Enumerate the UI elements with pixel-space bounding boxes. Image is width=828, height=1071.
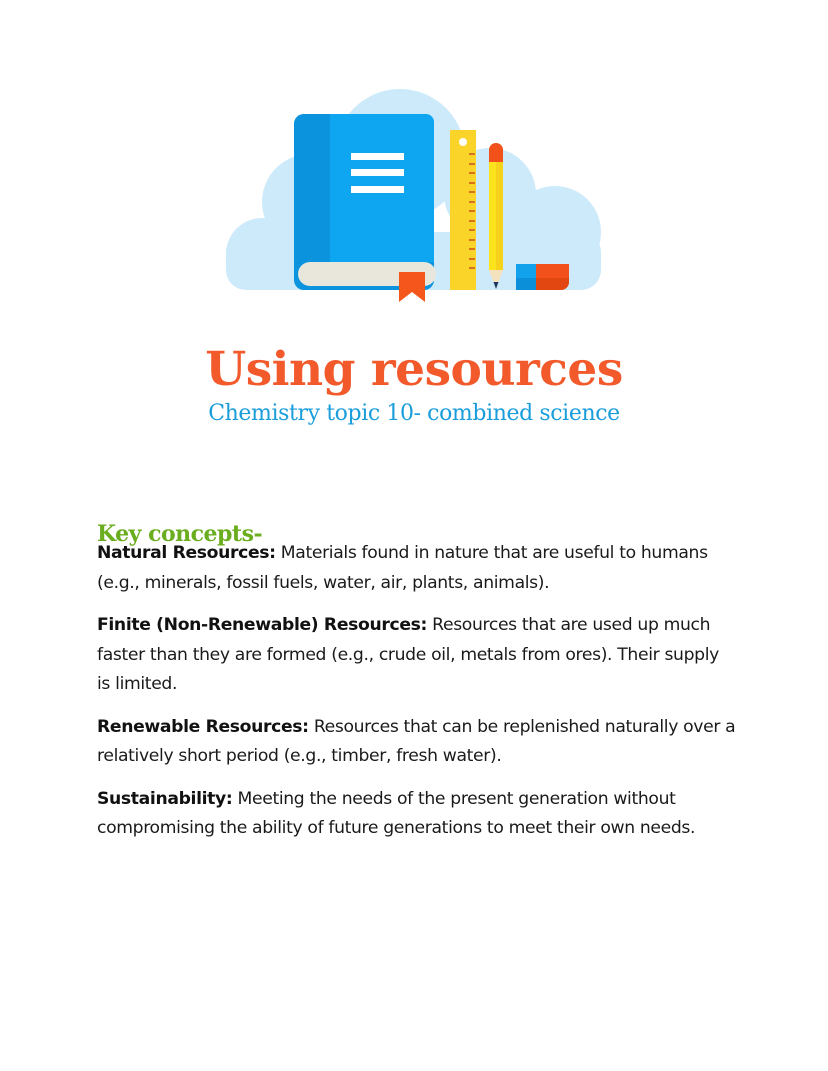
concept-definition: Materials found in nature that are useful to humans (e.g., minerals, fossil fuels, water, air, plants, animals). — [97, 543, 708, 593]
page-title: Using resources — [205, 342, 623, 398]
key-concepts-list — [97, 539, 737, 857]
concept-definition: Meeting the needs of the present generation without compromising the ability of future generations to meet their own needs. — [97, 788, 696, 838]
key-concepts-heading: Key concepts- — [97, 521, 263, 548]
concept-term: Sustainability: — [97, 788, 233, 809]
concept-renewable-resources — [97, 713, 737, 772]
book-ruler-pencil-eraser-icon — [220, 82, 610, 302]
header-illustration — [220, 82, 610, 302]
concept-sustainability — [97, 785, 737, 844]
concept-definition: Resources that can be replenished naturally over a relatively short period (e.g., timber, fresh water). — [97, 716, 736, 766]
concept-term: Renewable Resources: — [97, 716, 309, 737]
concept-natural-resources — [97, 539, 737, 598]
page-subtitle: Chemistry topic 10- combined science — [208, 401, 620, 426]
concept-finite-resources — [97, 611, 737, 700]
concept-definition: Resources that are used up much faster than they are formed (e.g., crude oil, metals from ores). Their supply is limited. — [97, 615, 719, 694]
concept-term: Natural Resources: — [97, 543, 276, 563]
concept-term: Finite (Non-Renewable) Resources: — [97, 615, 428, 635]
